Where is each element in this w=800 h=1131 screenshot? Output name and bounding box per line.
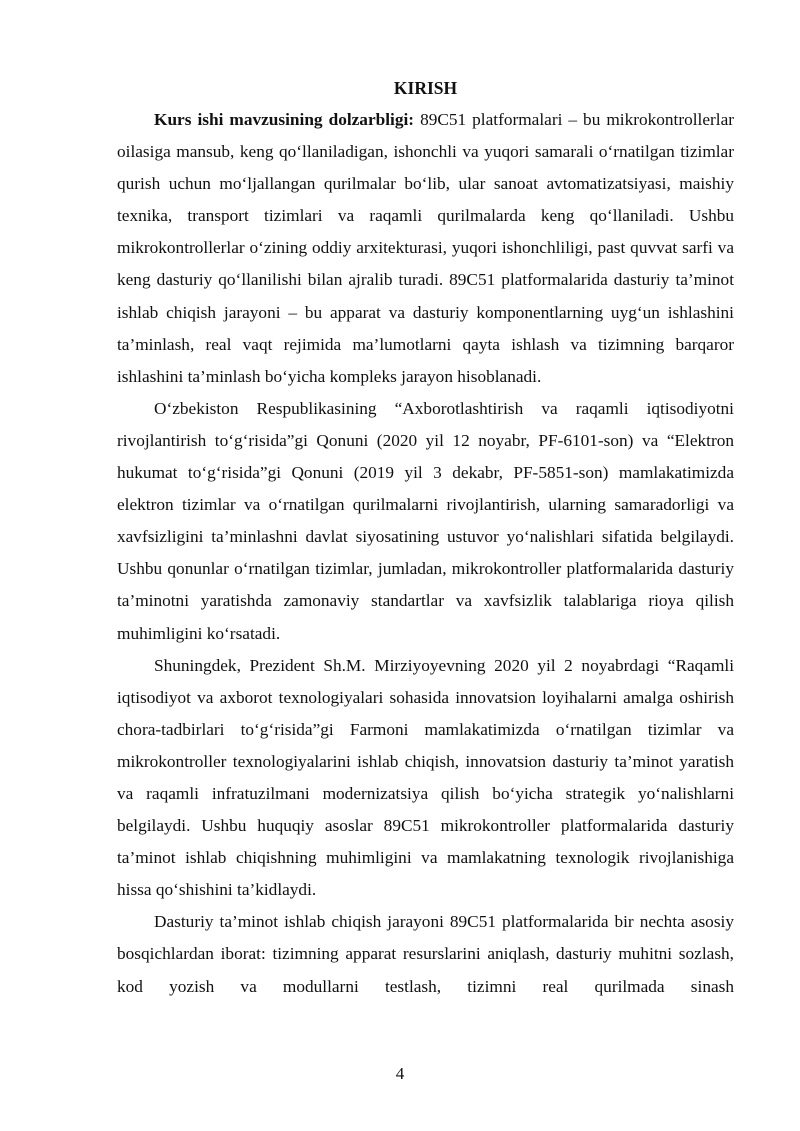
paragraph-relevance: [117, 104, 734, 393]
page-number: 4: [395, 1064, 405, 1083]
paragraph-text: 89C51 platformalari – bu mikrokontrollerlar oilasiga mansub, keng qo‘llaniladigan, ishonchli va yuqori samarali o‘rnatilgan tizimlar qurish uchun mo‘ljallangan qurilmalar bo‘lib, ular sanoat avtomatizatsiyasi, maishiy texnika, transport tizimlari va raqamli qurilmalarda keng qo‘llaniladi. Ushbu mikrokontrollerlar o‘zining oddiy arxitekturasi, yuqori ishonchliligi, past quvvat sarfi va keng dasturiy qo‘llanilishi bilan ajralib turadi. 89C51 platformalarida dasturiy ta’minot ishlab chiqish jarayoni – bu apparat va dasturiy komponentlarning uyg‘un ishlashini ta’minlash, real vaqt rejimida ma’lumotlarni qayta ishlash va tizimning barqaror ishlashini ta’minlash bo‘yicha kompleks jarayon hisoblanadi.: [117, 110, 735, 386]
paragraph-decree: Shuningdek, Prezident Sh.M. Mirziyoyevning 2020 yil 2 noyabrdagi “Raqamli iqtisodiyot va axborot texnologiyalari sohasida innovatsion loyihalarni amalga oshirish chora-tadbirlari to‘g‘risida”gi Farmoni mamlakatimizda o‘rnatilgan tizimlar va mikrokontroller texnologiyalarini ishlab chiqish, innovatsion dasturiy ta’minot yaratish va raqamli infratuzilmani modernizatsiya qilish bo‘yicha strategik yo‘nalishlarni belgilaydi. Ushbu huquqiy asoslar 89C51 mikrokontroller platformalarida dasturiy ta’minot ishlab chiqishning muhimligini va mamlakatning texnologik rivojlanishiga hissa qo‘shishini ta’kidlaydi.: [117, 655, 734, 900]
paragraph-laws: O‘zbekiston Respublikasining “Axborotlashtirish va raqamli iqtisodiyotni rivojlantirish to‘g‘risida”gi Qonuni (2020 yil 12 noyabr, PF-6101-son) va “Elektron hukumat to‘g‘risida”gi Qonuni (2019 yil 3 dekabr, PF-5851-son) mamlakatimizda elektron tizimlar va o‘rnatilgan qurilmalarni rivojlantirish, ularning samaradorligi va xavfsizligini ta’minlashni davlat siyosatining ustuvor yo‘nalishlari sifatida belgilaydi. Ushbu qonunlar o‘rnatilgan tizimlar, jumladan, mikrokontroller platformalarida dasturiy ta’minotni yaratishda zamonaviy standartlar va xavfsizlik talablariga rioya qilish muhimligini ko‘rsatadi.: [117, 398, 734, 643]
paragraph-lead: Kurs ishi mavzusining dolzarbligi:: [154, 110, 415, 129]
paragraph-development-process: Dasturiy ta’minot ishlab chiqish jarayoni 89C51 platformalarida bir nechta asosiy bosqichlardan iborat: tizimning apparat resurslarini aniqlash, dasturiy muhitni sozlash, kod yozish va modullarni testlash, tizimni real qurilmada sinash: [117, 912, 734, 996]
section-heading: KIRISH: [393, 78, 458, 98]
document-page: [117, 76, 734, 1003]
